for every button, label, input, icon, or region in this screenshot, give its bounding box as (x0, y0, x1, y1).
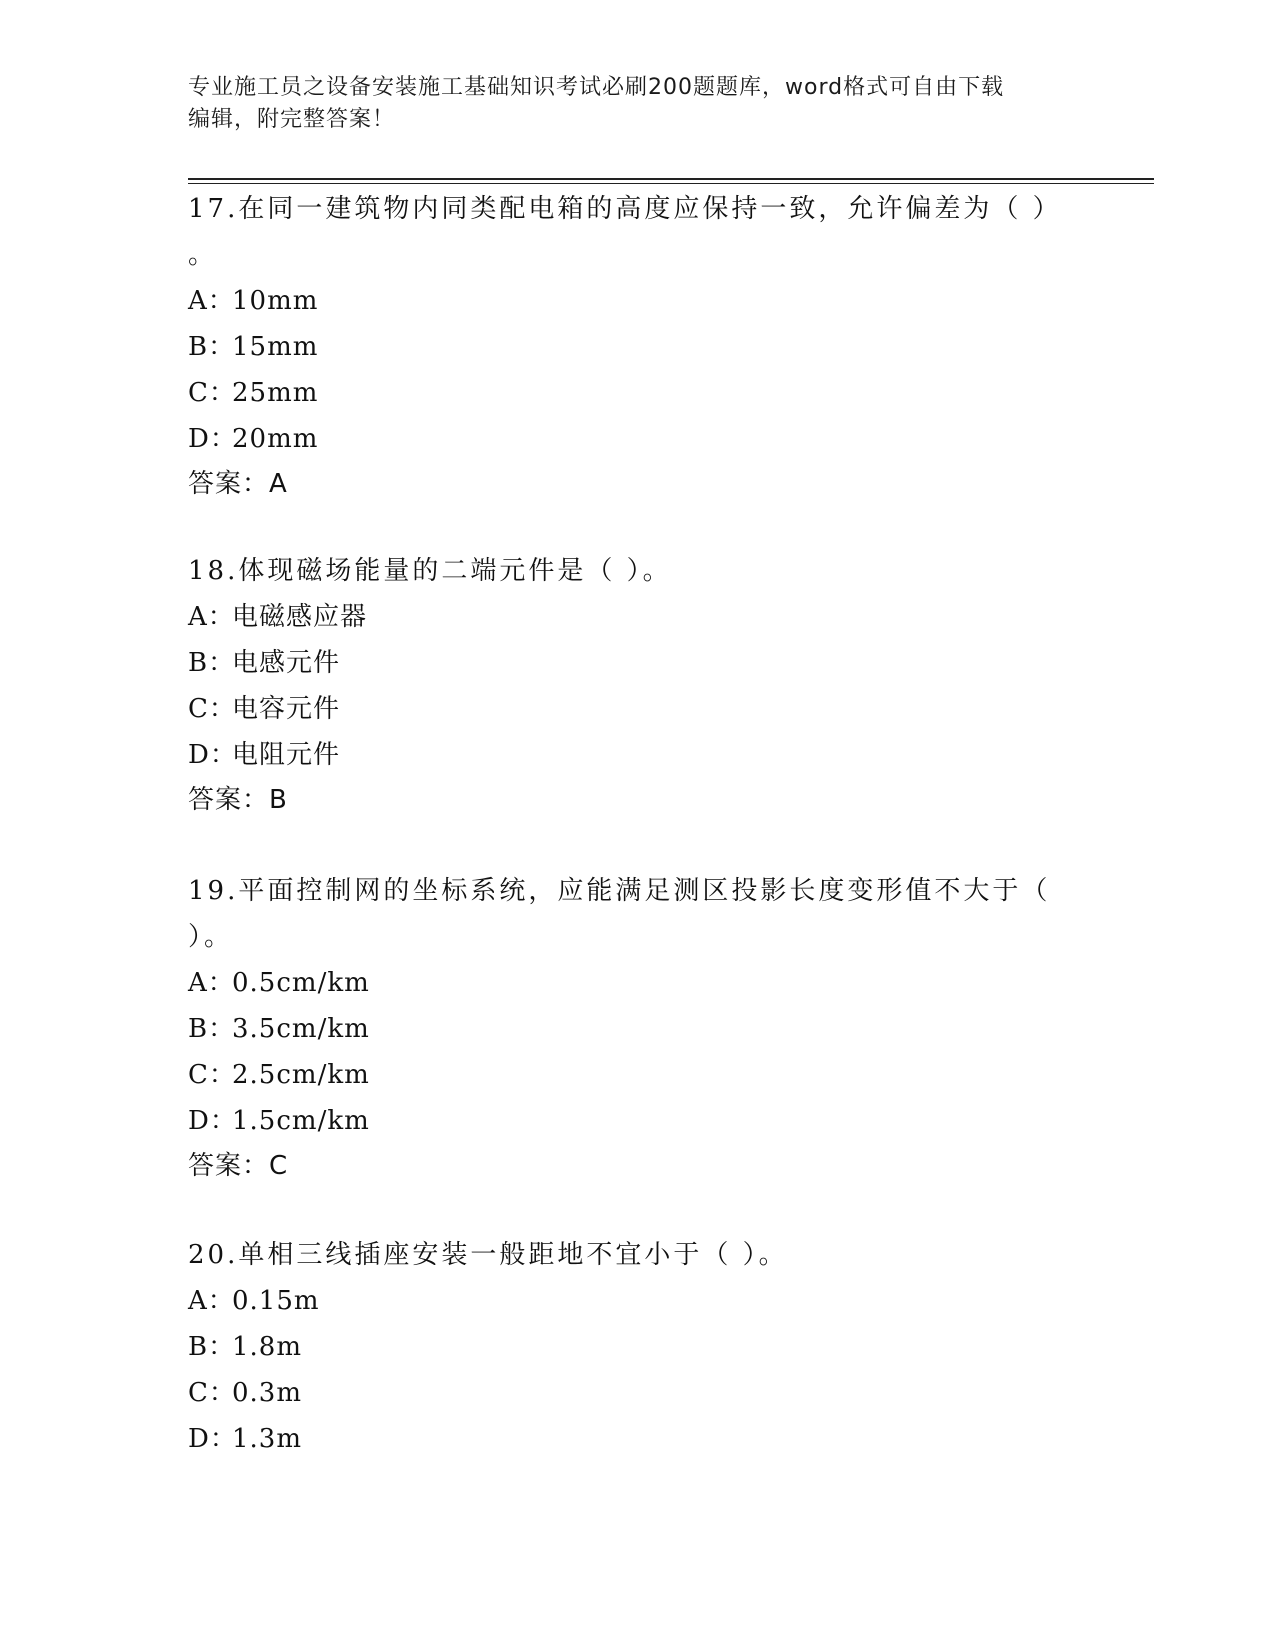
question-18-option-b (188, 640, 672, 686)
question-17 (188, 186, 1062, 506)
option-key: D： (188, 740, 237, 770)
option-key: B： (188, 332, 236, 362)
question-19-option-d (188, 1098, 1050, 1144)
question-18-option-a (188, 594, 672, 640)
option-key: A： (188, 1286, 235, 1316)
option-text: 15mm (232, 332, 319, 362)
question-19 (188, 868, 1050, 1188)
option-text: 电感元件 (232, 648, 341, 678)
option-key: A： (188, 968, 235, 998)
option-text: 0.5cm/km (232, 968, 370, 998)
question-20-line-1: 20.单相三线插座安装一般距地不宜小于（ ）。 (188, 1240, 788, 1270)
option-key: A： (188, 602, 235, 632)
option-text: 2.5cm/km (232, 1060, 370, 1090)
option-key: D： (188, 1106, 237, 1136)
header-divider-thick (188, 178, 1154, 180)
option-key: A： (188, 286, 235, 316)
header-line-2: 编辑，附完整答案！ (188, 107, 396, 132)
question-17-option-d (188, 416, 1062, 462)
question-17-option-c (188, 370, 1062, 416)
question-17-option-b (188, 324, 1062, 370)
question-17-line-2: 。 (188, 240, 218, 270)
question-18 (188, 548, 672, 822)
question-17-answer: 答案：A (188, 469, 288, 499)
header-line-1: 专业施工员之设备安装施工基础知识考试必刷200题题库，word格式可自由下载 (188, 75, 1005, 100)
question-19-option-c (188, 1052, 1050, 1098)
option-text: 0.15m (232, 1286, 320, 1316)
option-text: 1.8m (232, 1332, 303, 1362)
option-text: 电阻元件 (232, 740, 341, 770)
question-19-option-b (188, 1006, 1050, 1052)
option-key: B： (188, 1332, 236, 1362)
option-key: D： (188, 1424, 237, 1454)
option-key: B： (188, 648, 236, 678)
option-text: 电磁感应器 (232, 602, 368, 632)
option-text: 10mm (232, 286, 319, 316)
question-18-answer: 答案：B (188, 785, 288, 815)
option-text: 25mm (232, 378, 319, 408)
option-text: 20mm (232, 424, 319, 454)
option-text: 3.5cm/km (232, 1014, 370, 1044)
option-key: B： (188, 1014, 236, 1044)
question-19-option-a (188, 960, 1050, 1006)
question-18-line-1: 18.体现磁场能量的二端元件是（ ）。 (188, 556, 672, 586)
question-20-option-d (188, 1416, 788, 1462)
question-18-option-d (188, 732, 672, 778)
option-key: C： (188, 1060, 236, 1090)
question-20-option-a (188, 1278, 788, 1324)
question-19-line-1: 19.平面控制网的坐标系统，应能满足测区投影长度变形值不大于（ (188, 876, 1051, 906)
question-18-option-c (188, 686, 672, 732)
document-header (188, 72, 1068, 136)
question-17-line-1: 17.在同一建筑物内同类配电箱的高度应保持一致，允许偏差为（ ） (188, 194, 1062, 224)
question-19-line-2: ）。 (188, 922, 234, 952)
option-key: C： (188, 378, 236, 408)
option-text: 电容元件 (232, 694, 341, 724)
option-text: 1.5cm/km (232, 1106, 370, 1136)
question-19-answer: 答案：C (188, 1151, 289, 1181)
header-divider-thin (188, 183, 1154, 184)
option-key: C： (188, 1378, 236, 1408)
option-text: 0.3m (232, 1378, 303, 1408)
option-key: C： (188, 694, 236, 724)
option-text: 1.3m (232, 1424, 303, 1454)
question-20-option-b (188, 1324, 788, 1370)
question-20 (188, 1232, 788, 1462)
question-17-option-a (188, 278, 1062, 324)
option-key: D： (188, 424, 237, 454)
question-20-option-c (188, 1370, 788, 1416)
